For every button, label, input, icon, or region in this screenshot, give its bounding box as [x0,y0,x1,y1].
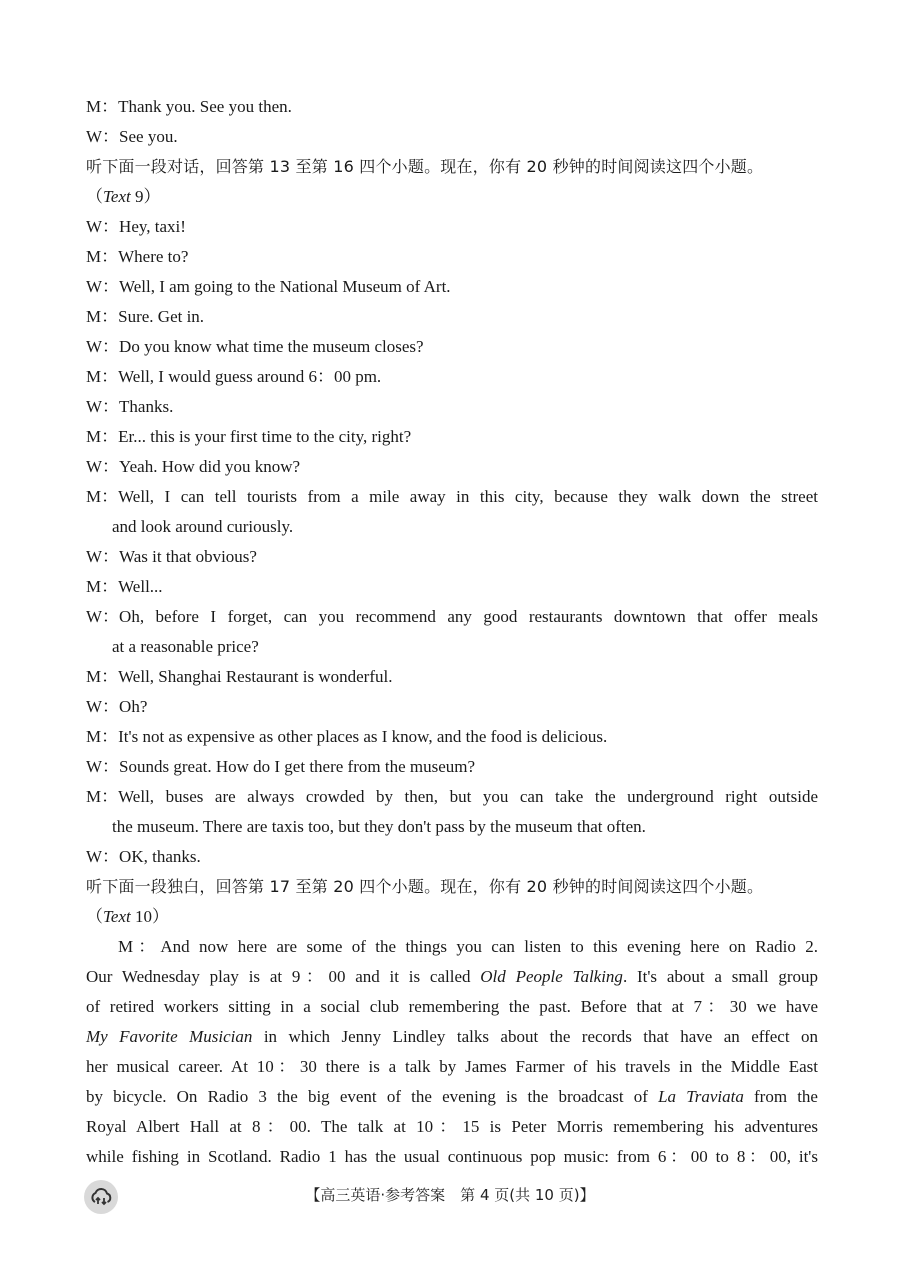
dialogue-line: M： It's not as expensive as other places as I know, and the food is delicious. [86,727,608,746]
utterance: Thank you. See you then. [118,97,292,116]
dialogue-line: W： Oh, before I forget, can you recommend any good restaurants downtown that offer meals [86,607,818,626]
dialogue-line: M： Well, buses are always crowded by then, but you can take the underground right outside [86,787,818,806]
dialogue-line: W： Oh? [86,697,148,716]
dialogue-line: W： Do you know what time the museum closes? [86,337,424,356]
text9-label: （Text 9） [86,187,161,206]
dialogue-line: W： Was it that obvious? [86,547,257,566]
dialogue-continuation: and look around curiously. [112,517,294,536]
text10-label: （Text 10） [86,907,169,926]
utterance: See you. [119,127,178,146]
dialogue-line: W： Well, I am going to the National Museum of Art. [86,277,451,296]
dialogue-line: M： Well, I would guess around 6：00 pm. [86,367,382,386]
dialogue-line: W： Sounds great. How do I get there from the museum? [86,757,476,776]
dialogue-line: M： Well, Shanghai Restaurant is wonderful. [86,667,393,686]
page-footer: 【高三英语·参考答案 第 4 页(共 10 页)】 [305,1186,595,1204]
dialogue-line: W： Yeah. How did you know? [86,457,301,476]
dialogue-line [86,122,818,152]
speaker: M： [86,97,119,116]
instruction-text10: 听下面一段独白，回答第 17 至第 20 四个小题。现在，你有 20 秒钟的时间阅读这四个小题。 [86,877,764,896]
dialogue-continuation: the museum. There are taxis too, but they don't pass by the museum that often. [112,817,646,836]
dialogue-line: W： OK, thanks. [86,847,201,866]
dialogue-line: M： Er... this is your first time to the city, right? [86,427,412,446]
dialogue-continuation: at a reasonable price? [112,637,259,656]
dialogue-line: M： Where to? [86,247,189,266]
instruction-text9: 听下面一段对话，回答第 13 至第 16 四个小题。现在，你有 20 秒钟的时间阅读这四个小题。 [86,157,764,176]
answer-page [86,92,818,1172]
dialogue-line: W： Thanks. [86,397,174,416]
dialogue-line [86,92,818,122]
speaker: W： [86,127,120,146]
dialogue-line: M： Well... [86,577,163,596]
monologue-paragraph: M：And now here are some of the things you can listen to this evening here on Radio 2. Our Wednesday play is at 9：00 and it is called Old People Talking. It's about a small group of retired workers sitting in a social club remembering the past. Before that at 7：30 we have My Favorite Musician in which Jenny Lindley talks about the records that have an effect on her musical career. At 10：30 there is a talk by James Farmer of his travels in the Middle East by bicycle. On Radio 3 the big event of the evening is the broadcast of La Traviata from the Royal Albert Hall at 8：00. The talk at 10：15 is Peter Morris remembering his adventures while fishing in Scotland. Radio 1 has the usual continuous pop music: from 6：00 to 8：00, it's [86,937,819,1166]
dialogue-line: M： Sure. Get in. [86,307,205,326]
dialogue-line: W： Hey, taxi! [86,217,186,236]
dialogue-line: M： Well, I can tell tourists from a mile away in this city, because they walk down the street [86,487,818,506]
